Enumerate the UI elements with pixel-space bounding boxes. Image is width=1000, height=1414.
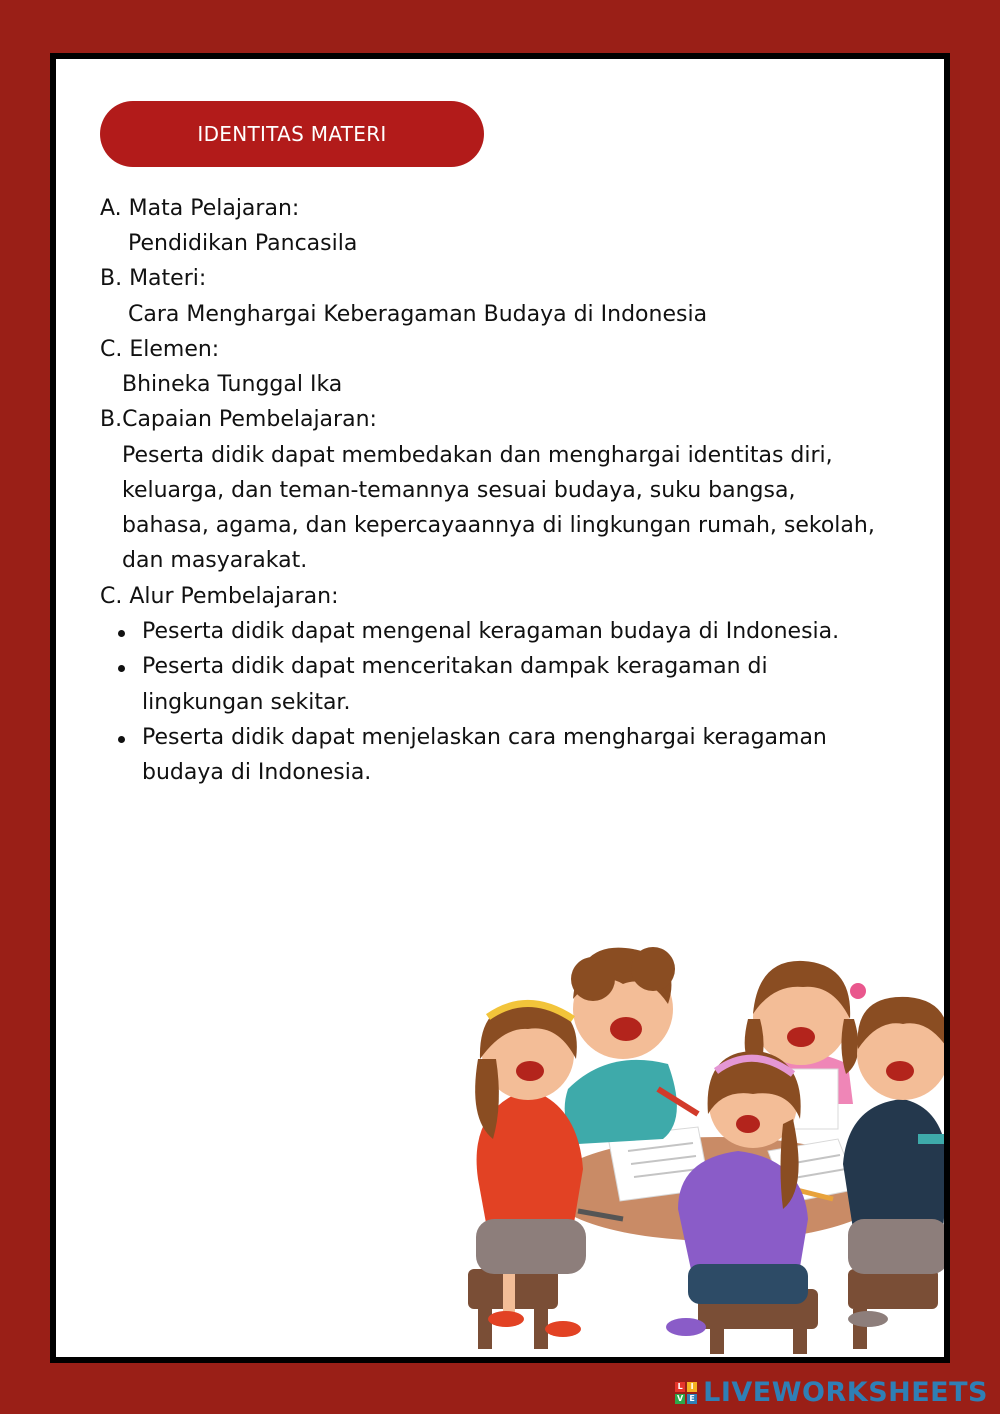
logo-letter: E (687, 1394, 697, 1404)
materi-value: Cara Menghargai Keberagaman Budaya di Indonesia (128, 302, 708, 327)
bullet-dot (118, 736, 125, 743)
alur-item-line: Peserta didik dapat menceritakan dampak keragaman di (142, 654, 768, 679)
elemen-label: C. Elemen: (100, 337, 220, 362)
materi-label: B. Materi: (100, 266, 207, 291)
capaian-line: dan masyarakat. (122, 548, 308, 573)
alur-item-line: Peserta didik dapat menjelaskan cara menghargai keragaman (142, 725, 827, 750)
logo-letter: I (687, 1382, 697, 1392)
liveworksheets-logo-icon (675, 1382, 697, 1404)
alur-item-line: Peserta didik dapat mengenal keragaman budaya di Indonesia. (142, 619, 840, 644)
capaian-line: keluarga, dan teman-temannya sesuai budaya, suku bangsa, (122, 478, 796, 503)
liveworksheets-watermark (675, 1377, 988, 1408)
bullet-dot (118, 665, 125, 672)
capaian-label: B.Capaian Pembelajaran: (100, 407, 377, 432)
section-title-pill (100, 101, 484, 167)
alur-label: C. Alur Pembelajaran: (100, 584, 339, 609)
logo-letter: V (677, 1393, 684, 1403)
alur-item-line: lingkungan sekitar. (142, 690, 351, 715)
capaian-line: bahasa, agama, dan kepercayaannya di lingkungan rumah, sekolah, (122, 513, 875, 538)
capaian-line: Peserta didik dapat membedakan dan menghargai identitas diri, (122, 443, 833, 468)
worksheet-page-border (50, 53, 950, 1363)
liveworksheets-text: LIVEWORKSHEETS (703, 1377, 988, 1408)
children-group-illustration (448, 889, 944, 1357)
bullet-dot (118, 630, 125, 637)
mata-pelajaran-value: Pendidikan Pancasila (128, 231, 358, 256)
alur-item-line: budaya di Indonesia. (142, 760, 372, 785)
elemen-value: Bhineka Tunggal Ika (122, 372, 343, 397)
mata-pelajaran-label: A. Mata Pelajaran: (100, 196, 300, 221)
section-title: IDENTITAS MATERI (197, 122, 387, 146)
worksheet-page (56, 59, 944, 1357)
logo-letter: L (675, 1382, 685, 1392)
